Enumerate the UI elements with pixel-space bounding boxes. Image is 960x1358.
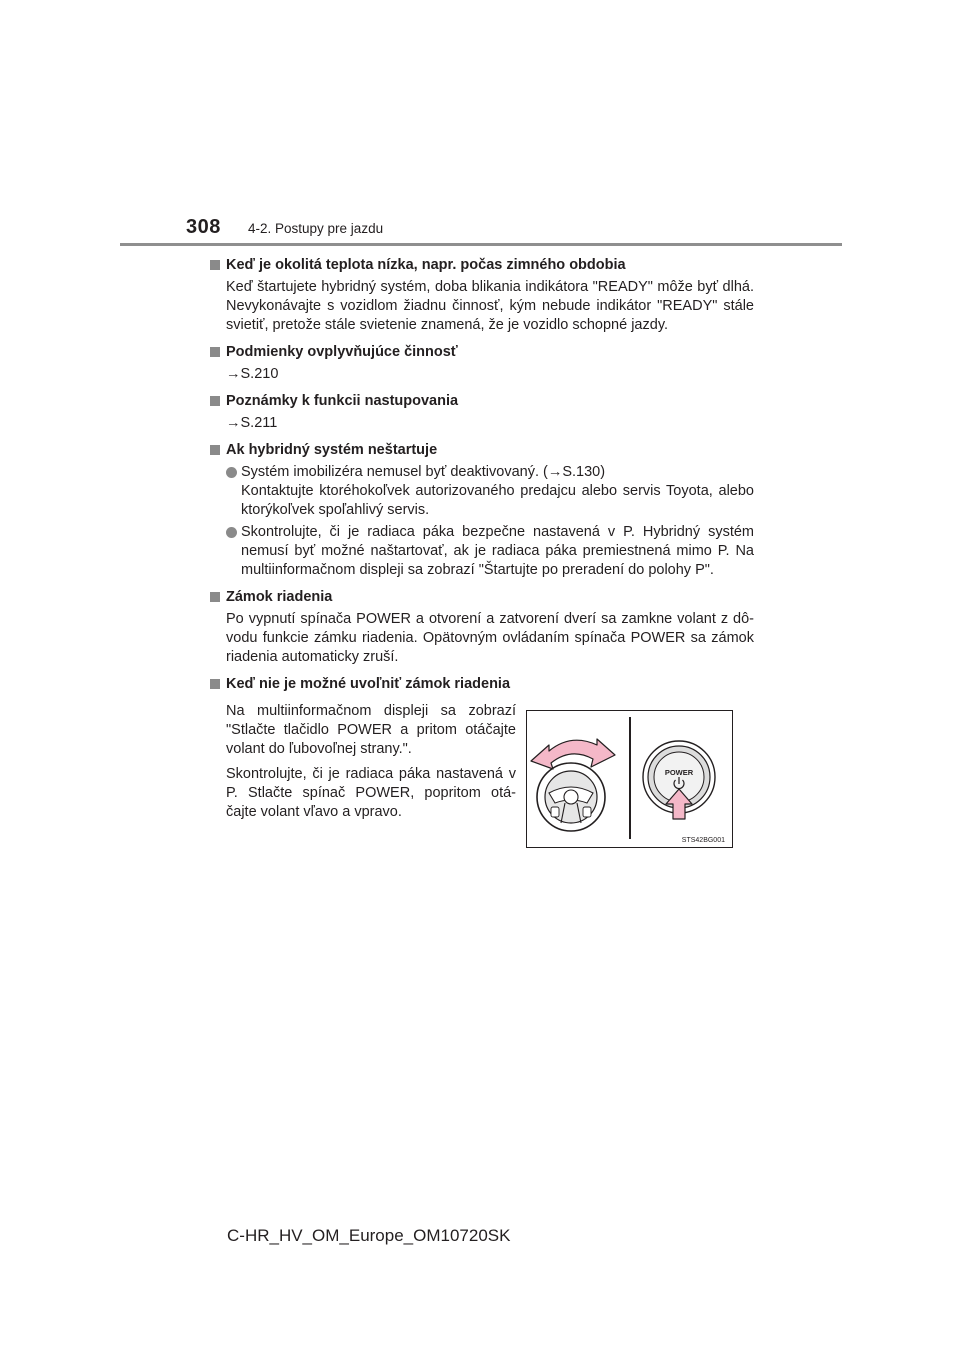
text-line: Na multiinformačnom displeji sa zobrazí "Štartujte po preradení do polohy <box>241 543 754 578</box>
text-line: dlhá. Nevykonávajte s vozidlom žiadnu činnosť, kým nebude indikátor "READY" <box>226 279 754 314</box>
text-line: Systém imobilizéra nemusel byť deaktivovaný. (→S.130) <box>241 464 606 480</box>
square-bullet-icon <box>210 260 220 270</box>
text-line: čajte volant vľavo a vpravo. <box>226 804 402 820</box>
text-line: vodu funkcie zámku riadenia. Opätovným ovládaním spínača POWER sa zámok <box>226 630 754 646</box>
power-button-label: POWER <box>664 768 694 777</box>
text-line: volant do ľubovoľnej strany.". <box>226 741 412 757</box>
text-line: riadenia automaticky zruší. <box>226 649 399 665</box>
heading-conditions <box>210 343 754 362</box>
text-line: Skontrolujte, či je radiaca páka nastavená <box>226 766 503 782</box>
illustration-svg <box>527 711 732 847</box>
heading-text: Ak hybridný systém neštartuje <box>226 442 438 458</box>
paragraph-steering-lock <box>226 610 754 667</box>
text-line: stále svietiť, pretože stále svietenie znamená, že je vozidlo schopné jazdy. <box>226 298 754 333</box>
round-bullet-icon <box>226 467 237 478</box>
round-bullet-icon <box>226 527 237 538</box>
document-id: C-HR_HV_OM_Europe_OM10720SK <box>227 1226 511 1245</box>
text-line: nemusí byť možné naštartovať, ak je radiaca páka premiestnená mimo P. <box>241 543 730 559</box>
heading-cold-temperature <box>210 256 754 275</box>
header-rule <box>120 243 842 246</box>
heading-entry-notes <box>210 392 754 411</box>
paragraph-cold-temperature <box>226 278 754 335</box>
text-line: Po vypnutí spínača POWER a otvorení a zatvorení dverí sa zamkne volant z dô- <box>226 611 754 627</box>
heading-text: Keď je okolitá teplota nízka, napr. počas zimného obdobia <box>226 257 626 273</box>
steering-wheel-icon <box>537 763 605 831</box>
text-line: P". <box>695 562 714 578</box>
page-reference: →S.211 <box>226 415 278 431</box>
bullet-shift-lever <box>226 523 754 580</box>
section-title: 4-2. Postupy pre jazdu <box>248 221 384 236</box>
text-line: Kontaktujte ktoréhokoľvek autorizovaného predajcu alebo servis Toyota, <box>241 483 713 499</box>
paragraph <box>226 702 516 759</box>
square-bullet-icon <box>210 347 220 357</box>
text-line: alebo ktorýkoľvek spoľahlivý servis. <box>241 483 754 518</box>
text-line: Na multiinformačnom displeji sa zobrazí <box>226 703 516 719</box>
figure-code: STS42BG001 <box>681 837 725 844</box>
text-line: v P. Stlačte spínač POWER, popritom otá- <box>226 766 516 801</box>
square-bullet-icon <box>210 445 220 455</box>
heading-text: Podmienky ovplyvňujúce činnosť <box>226 344 458 360</box>
text-line: Skontrolujte, či je radiaca páka bezpečne nastavená v P. Hybridný systém <box>241 524 754 540</box>
page-content <box>210 252 754 866</box>
text-line: Keď štartujete hybridný systém, doba blikania indikátora "READY" môže byť <box>226 279 719 295</box>
heading-steering-lock <box>210 588 754 607</box>
page-reference: →S.210 <box>226 366 279 382</box>
page-number: 308 <box>186 216 221 238</box>
unlock-steering-text <box>226 702 516 828</box>
square-bullet-icon <box>210 679 220 689</box>
text-line: "Stlačte tlačidlo POWER a pritom otáčajte <box>226 722 516 738</box>
heading-text: Keď nie je možné uvoľniť zámok riadenia <box>226 676 511 692</box>
square-bullet-icon <box>210 396 220 406</box>
heading-unlock-steering <box>210 675 754 694</box>
paragraph <box>226 765 516 822</box>
square-bullet-icon <box>210 592 220 602</box>
heading-text: Poznámky k funkcii nastupovania <box>226 393 459 409</box>
unlock-steering-block <box>210 696 754 866</box>
bullet-immobilizer <box>226 463 754 520</box>
heading-text: Zámok riadenia <box>226 589 333 605</box>
illustration-steering-and-power-button <box>526 710 733 848</box>
heading-hybrid-not-starting <box>210 441 754 460</box>
